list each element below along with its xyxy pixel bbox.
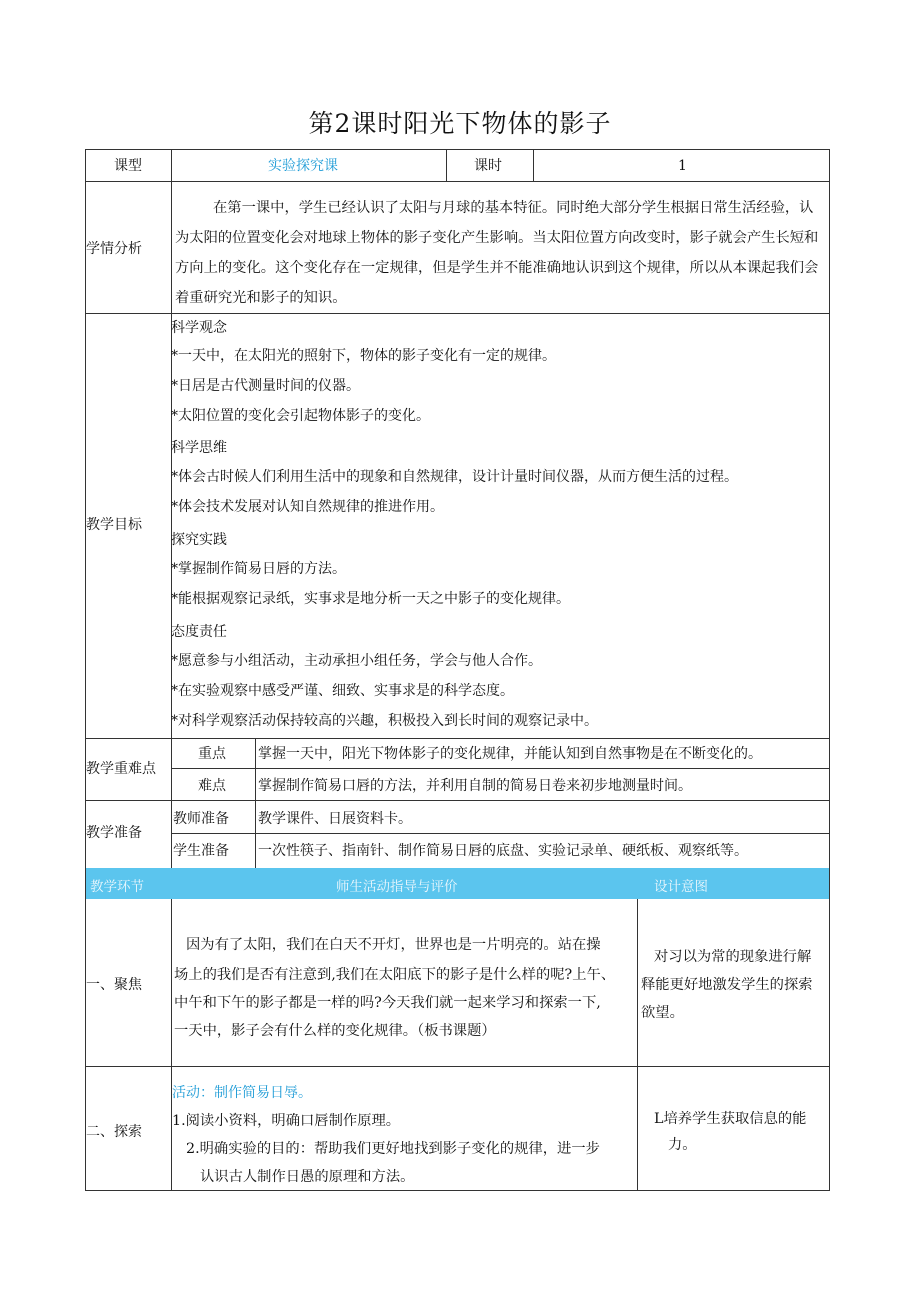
type-label: 课型 (114, 158, 142, 174)
stage1-line: 一天中，影子会有什么样的变化规律。（板书课题） (174, 1023, 496, 1039)
stage2-intent-line: L培养学生获取信息的能 (654, 1111, 807, 1127)
goal-item: *体会技术发展对认知自然规律的推进作用。 (171, 499, 444, 515)
goal-item: *太阳位置的变化会引起物体影子的变化。 (171, 408, 430, 424)
goal-heading: 科学思维 (171, 440, 227, 456)
row-divider (85, 738, 830, 739)
section-header-banner (86, 868, 829, 899)
analysis-text: 在第一课中，学生已经认识了太阳与月球的基本特征。同时绝大部分学生根据日常生活经验，认为太阳的位置变化会对地球上物体的影子变化产生影响。当太阳位置方向改变时，影子就会产生长短和方向上的变化。这个变化存在一定规律，但是学生并不能准确地认识到这个规律，所以从本课起我们会着重研究光和影子的知识。 (175, 200, 819, 306)
page-title: 第2课时阳光下物体的影子 (308, 109, 612, 138)
banner-intent-label: 设计意图 (654, 879, 708, 895)
goal-item: *愿意参与小组活动，主动承担小组任务，学会与他人合作。 (171, 653, 542, 669)
difficulty-text: 掌握制作简易口唇的方法，并利用自制的简易日卷来初步地测量时间。 (258, 778, 692, 794)
goals-label: 教学目标 (86, 517, 142, 533)
stage1-line: 中午和下午的影子都是一样的吗?今天我们就一起来学习和探索一下, (174, 995, 601, 1011)
teacher-prep-label: 教师准备 (173, 811, 229, 827)
row-divider (171, 768, 830, 769)
column-divider (637, 899, 638, 1191)
stage2-step: 认识古人制作日愚的原理和方法。 (200, 1169, 415, 1185)
prep-label: 教学准备 (86, 825, 142, 841)
row-divider (171, 833, 830, 834)
key-text: 掌握一天中，阳光下物体影子的变化规律，并能认知到自然事物是在不断变化的。 (258, 746, 762, 762)
hours-label: 课时 (474, 158, 502, 174)
row-divider (85, 181, 830, 182)
goal-item: *掌握制作简易日唇的方法。 (171, 561, 346, 577)
student-prep-text: 一次性筷子、指南针、制作简易日唇的底盘、实验记录单、硬纸板、观察纸等。 (258, 843, 748, 859)
stage1-label: 一、聚焦 (86, 977, 142, 993)
stage2-step: 2.明确实验的目的：帮助我们更好地找到影子变化的规律，进一步 (186, 1141, 600, 1157)
type-value: 实验探究课 (268, 158, 338, 174)
goal-heading: 态度责任 (171, 624, 227, 640)
stage2-step: 1.阅读小资料，明确口唇制作原理。 (172, 1113, 401, 1129)
goal-item: *对科学观察活动保持较高的兴趣，积极投入到长时间的观察记录中。 (171, 713, 598, 729)
goal-item: *一天中，在太阳光的照射下，物体的影子变化有一定的规律。 (171, 348, 556, 364)
stage1-intent-line: 释能更好地激发学生的探索 (641, 977, 813, 993)
stage2-intent-line: 力。 (668, 1137, 697, 1153)
column-divider (255, 738, 256, 868)
activity-title: 活动：制作简易日辱。 (172, 1085, 312, 1101)
stage2-label: 二、探索 (86, 1124, 142, 1140)
stage1-line: 因为有了太阳，我们在白天不开灯，世界也是一片明亮的。站在操 (186, 937, 601, 953)
row-divider (85, 1066, 830, 1067)
goal-item: *日居是古代测量时间的仪器。 (171, 378, 360, 394)
keypoints-label: 教学重难点 (86, 761, 156, 777)
goal-item: *能根据观察记录纸，实事求是地分析一天之中影子的变化规律。 (171, 591, 570, 607)
row-divider (85, 313, 830, 314)
column-divider (533, 149, 534, 181)
difficulty-label: 难点 (198, 778, 226, 794)
goal-heading: 科学观念 (171, 320, 227, 336)
goal-item: *体会古时候人们利用生活中的现象和自然规律，设计计量时间仪器，从而方便生活的过程。 (171, 469, 738, 485)
analysis-label: 学情分析 (86, 241, 142, 257)
teacher-prep-text: 教学课件、日展资料卡。 (258, 811, 412, 827)
student-prep-label: 学生准备 (173, 843, 229, 859)
column-divider (446, 149, 447, 181)
stage1-line: 场上的我们是否有注意到,我们在太阳底下的影子是什么样的呢?上午、 (174, 967, 616, 983)
column-divider (171, 899, 172, 1191)
goal-item: *在实验观察中感受严谨、细致、实事求是的科学态度。 (171, 683, 514, 699)
hours-value: 1 (678, 158, 687, 174)
stage1-intent-line: 欲望。 (641, 1005, 684, 1021)
goal-heading: 探究实践 (171, 532, 227, 548)
stage1-intent-line: 对习以为常的现象进行解 (654, 949, 812, 965)
key-label: 重点 (198, 746, 226, 762)
banner-stage-label: 教学环节 (90, 879, 144, 895)
row-divider (85, 800, 830, 801)
banner-activity-label: 师生活动指导与评价 (336, 879, 458, 895)
